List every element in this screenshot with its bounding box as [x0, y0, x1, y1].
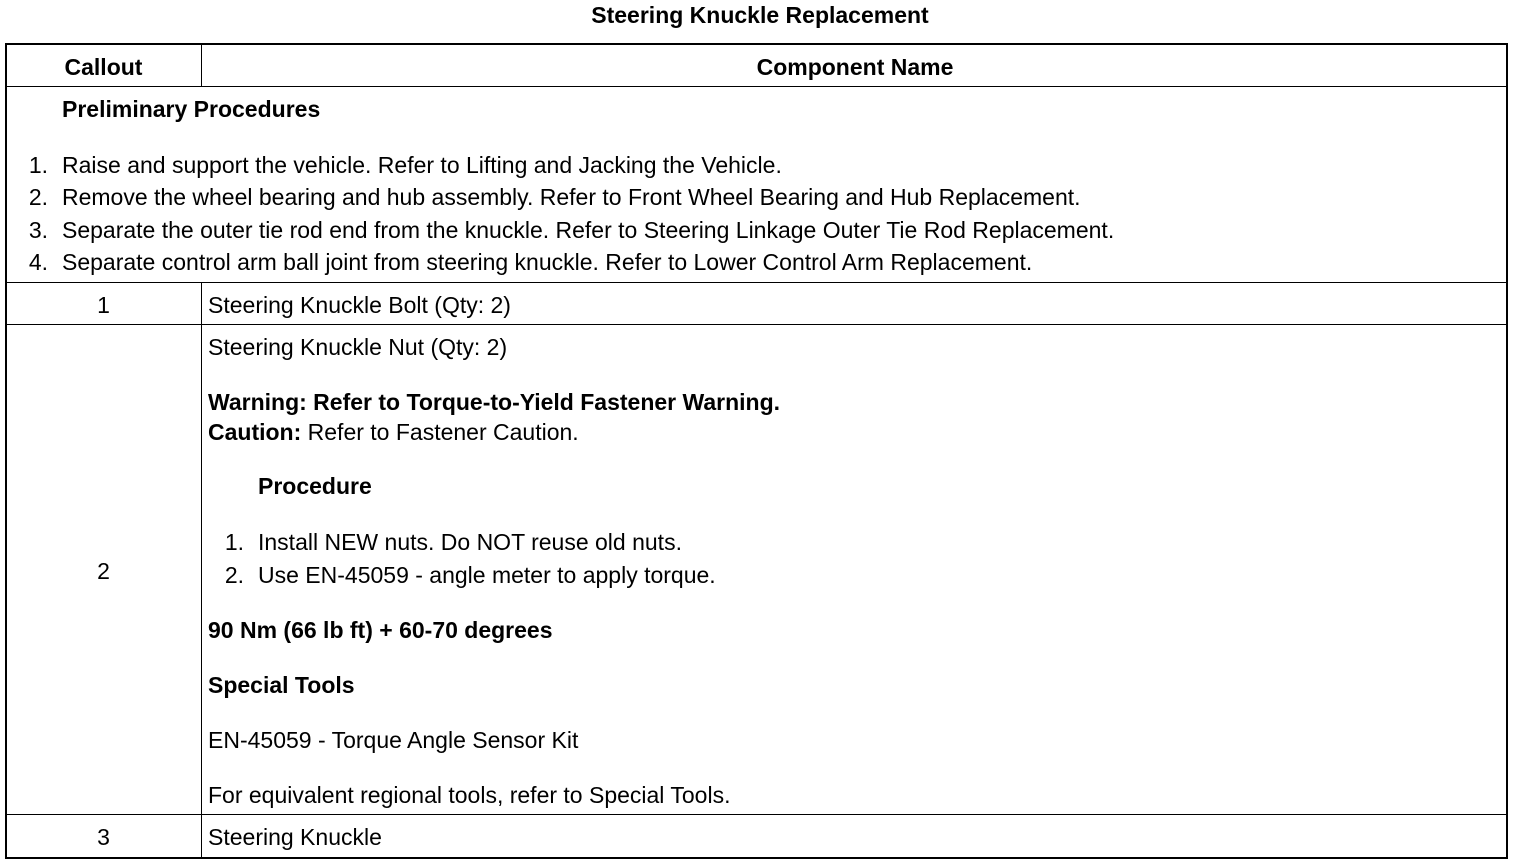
special-tool: EN-45059 - Torque Angle Sensor Kit [208, 727, 579, 753]
special-tools-heading: Special Tools [208, 672, 355, 698]
step-number: 3. [28, 217, 48, 243]
preliminary-heading: Preliminary Procedures [62, 96, 321, 122]
caution-label: Caution: [208, 419, 302, 445]
step-text: Install NEW nuts. Do NOT reuse old nuts. [258, 529, 682, 555]
warning-text: Warning: Refer to Torque-to-Yield Fastener Warning. [208, 389, 781, 415]
component-name: Steering Knuckle Nut (Qty: 2) [208, 334, 508, 360]
row-divider [5, 282, 1508, 283]
torque-spec: 90 Nm (66 lb ft) + 60-70 degrees [208, 617, 553, 643]
step-text: Separate control arm ball joint from steering knuckle. Refer to Lower Control Arm Replacement. [62, 249, 1033, 275]
component-name: Steering Knuckle Bolt (Qty: 2) [208, 292, 511, 318]
step-text: Use EN-45059 - angle meter to apply torque. [258, 562, 716, 588]
header-divider [5, 86, 1508, 87]
regional-tools-note: For equivalent regional tools, refer to Special Tools. [208, 782, 731, 808]
component-name: Steering Knuckle [208, 824, 382, 850]
row-divider [5, 814, 1508, 815]
callout-number: 2 [97, 558, 110, 584]
page-title: Steering Knuckle Replacement [591, 2, 929, 28]
caution-text: Refer to Fastener Caution. [301, 419, 579, 445]
row-divider [5, 324, 1508, 325]
callout-number: 3 [97, 824, 110, 850]
column-header-callout: Callout [64, 54, 143, 80]
step-number: 4. [28, 249, 48, 275]
step-text: Separate the outer tie rod end from the knuckle. Refer to Steering Linkage Outer Tie Rod Replacement. [62, 217, 1115, 243]
step-number: 1. [28, 152, 48, 178]
callout-number: 1 [97, 292, 110, 318]
column-header-component: Component Name [756, 54, 954, 80]
step-text: Remove the wheel bearing and hub assembly. Refer to Front Wheel Bearing and Hub Replacement. [62, 184, 1081, 210]
step-number: 1. [224, 529, 244, 555]
step-text: Raise and support the vehicle. Refer to Lifting and Jacking the Vehicle. [62, 152, 782, 178]
caution-line [208, 418, 579, 446]
procedure-heading: Procedure [258, 473, 372, 499]
step-number: 2. [224, 562, 244, 588]
step-number: 2. [28, 184, 48, 210]
